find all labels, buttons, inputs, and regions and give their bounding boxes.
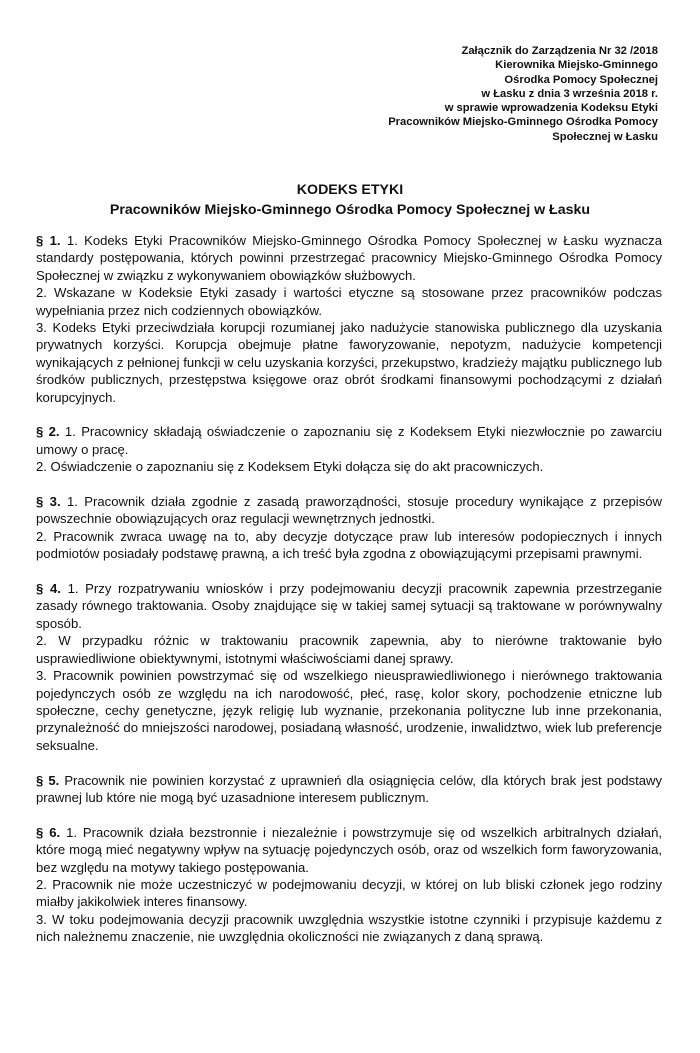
section-number: § 4. xyxy=(36,581,61,597)
paragraph: 3. Kodeks Etyki przeciwdziała korupcji rozumianej jako nadużycie stanowiska publicznego dla uzyskania prywatnych korzyści. Korupcja obejmuje płatne faworyzowanie, nepotyzm, nadużycie kompetencji wynikających z pełnionej funkcji w celu uzyskania korzyści, przekupstwo, kradzieży majątku publicznego lub środków publicznych, przestępstwa księgowe oraz obrót środkami finansowymi pochodzącymi z działań korupcyjnych. xyxy=(36,320,662,405)
paragraph-text: 1. Pracownik działa zgodnie z zasadą praworządności, stosuje procedury wynikające z przepisów powszechnie obowiązujących oraz regulacji wewnętrznych jednostki. xyxy=(36,494,662,527)
header-line: w Łasku z dnia 3 września 2018 r. xyxy=(481,87,658,100)
section-4 xyxy=(36,580,662,754)
paragraph: 2. Pracownik nie może uczestniczyć w podejmowaniu decyzji, w której on lub bliski członek jego rodziny miałby jakikolwiek interes finansowy. xyxy=(36,876,662,910)
paragraph xyxy=(36,423,662,458)
section-number: § 2. xyxy=(36,424,60,440)
title-main: KODEKS ETYKI xyxy=(296,182,404,198)
section-number: § 6. xyxy=(36,824,61,840)
section-6 xyxy=(36,824,662,946)
section-5 xyxy=(36,772,662,807)
paragraph: 2. Oświadczenie o zapoznaniu się z Kodeksem Etyki dołącza się do akt pracowniczych. xyxy=(36,459,544,475)
section-3 xyxy=(36,493,662,563)
document-body xyxy=(36,232,662,963)
section-2 xyxy=(36,423,662,475)
paragraph xyxy=(36,772,662,807)
paragraph xyxy=(36,824,662,876)
section-number: § 5. xyxy=(36,772,60,788)
paragraph: 2. W przypadku różnic w traktowaniu pracownik zapewnia, aby to nierówne traktowanie było usprawiedliwione obiektywnymi, istotnymi właściwościami danej sprawy. xyxy=(36,633,662,666)
paragraph xyxy=(36,580,662,632)
document-title xyxy=(30,180,670,220)
header-line: Pracowników Miejsko-Gminnego Ośrodka Pomocy xyxy=(388,116,658,129)
paragraph-text: 1. Pracownicy składają oświadczenie o zapoznaniu się z Kodeksem Etyki niezwłocznie po zawarciu umowy o pracę. xyxy=(36,424,662,457)
paragraph-text: 1. Przy rozpatrywaniu wniosków i przy podejmowaniu decyzji pracownik zapewnia przestrzeganie zasady równego traktowania. Osoby znajdujące się w takiej samej sytuacji są traktowane w porównywalny sposób. xyxy=(36,581,662,631)
paragraph xyxy=(36,232,662,284)
section-number: § 1. xyxy=(36,233,61,248)
header-line: w sprawie wprowadzenia Kodeksu Etyki xyxy=(444,102,658,115)
paragraph: 3. Pracownik powinien powstrzymać się od wszelkiego nieusprawiedliwionego i nierównego traktowania pojedynczych osób ze względu na ich narodowość, płeć, rasę, kolor skory, pochodzenie etniczne lub społeczne, cechy genetyczne, język religię lub wyznanie, przekonania polityczne lub inne przekonania, przynależność do mniejszości narodowej, posiadaną własność, urodzenie, inwalidztwo, wiek lub preferencje seksualne. xyxy=(36,668,662,753)
paragraph-text: Pracownik nie powinien korzystać z uprawnień dla osiągnięcia celów, dla których brak jest podstawy prawnej lub które nie mogą być uzasadnione interesem publicznym. xyxy=(36,772,663,805)
section-1 xyxy=(36,232,662,406)
paragraph: 3. W toku podejmowania decyzji pracownik uwzględnia wszystkie istotne czynniki i przypisuje każdemu z nich należnemu znaczenie, nie uwzględnia okoliczności nie związanych z daną sprawą. xyxy=(36,911,662,945)
paragraph xyxy=(36,493,662,528)
header-line: Kierownika Miejsko-Gminnego xyxy=(495,59,658,72)
paragraph: 2. Pracownik zwraca uwagę na to, aby decyzje dotyczące praw lub interesów podopiecznych i innych podmiotów posiadały podstawę prawną, a ich treść była zgodna z obowiązującymi przepisami prawnymi. xyxy=(36,528,662,562)
section-number: § 3. xyxy=(36,494,61,510)
paragraph-text: 1. Pracownik działa bezstronnie i niezależnie i powstrzymuje się od wszelkich arbitralnych działań, które mogą mieć negatywny wpływ na sytuację pojedynczych osób, oraz od wszelkich form faworyzowania, bez względu na motywy takiego postępowania. xyxy=(36,824,663,875)
header-line: Ośrodka Pomocy Społecznej xyxy=(504,73,658,86)
header-line: Załącznik do Zarządzenia Nr 32 /2018 xyxy=(461,45,658,57)
paragraph: 2. Wskazane w Kodeksie Etyki zasady i wartości etyczne są stosowane przez pracowników podczas wypełniania przez nich codziennych obowiązków. xyxy=(36,285,662,318)
header-line: Społecznej w Łasku xyxy=(552,130,658,143)
title-sub: Pracowników Miejsko-Gminnego Ośrodka Pomocy Społecznej w Łasku xyxy=(109,202,591,218)
attachment-header xyxy=(298,44,658,144)
paragraph-text: 1. Kodeks Etyki Pracowników Miejsko-Gminnego Ośrodka Pomocy Społecznej w Łasku wyznacza standardy postępowania, których powinni przestrzegać pracownicy Miejsko-Gminnego Ośrodka Pomocy Społecznej w związku z wykonywaniem obowiązków służbowych. xyxy=(36,233,663,283)
